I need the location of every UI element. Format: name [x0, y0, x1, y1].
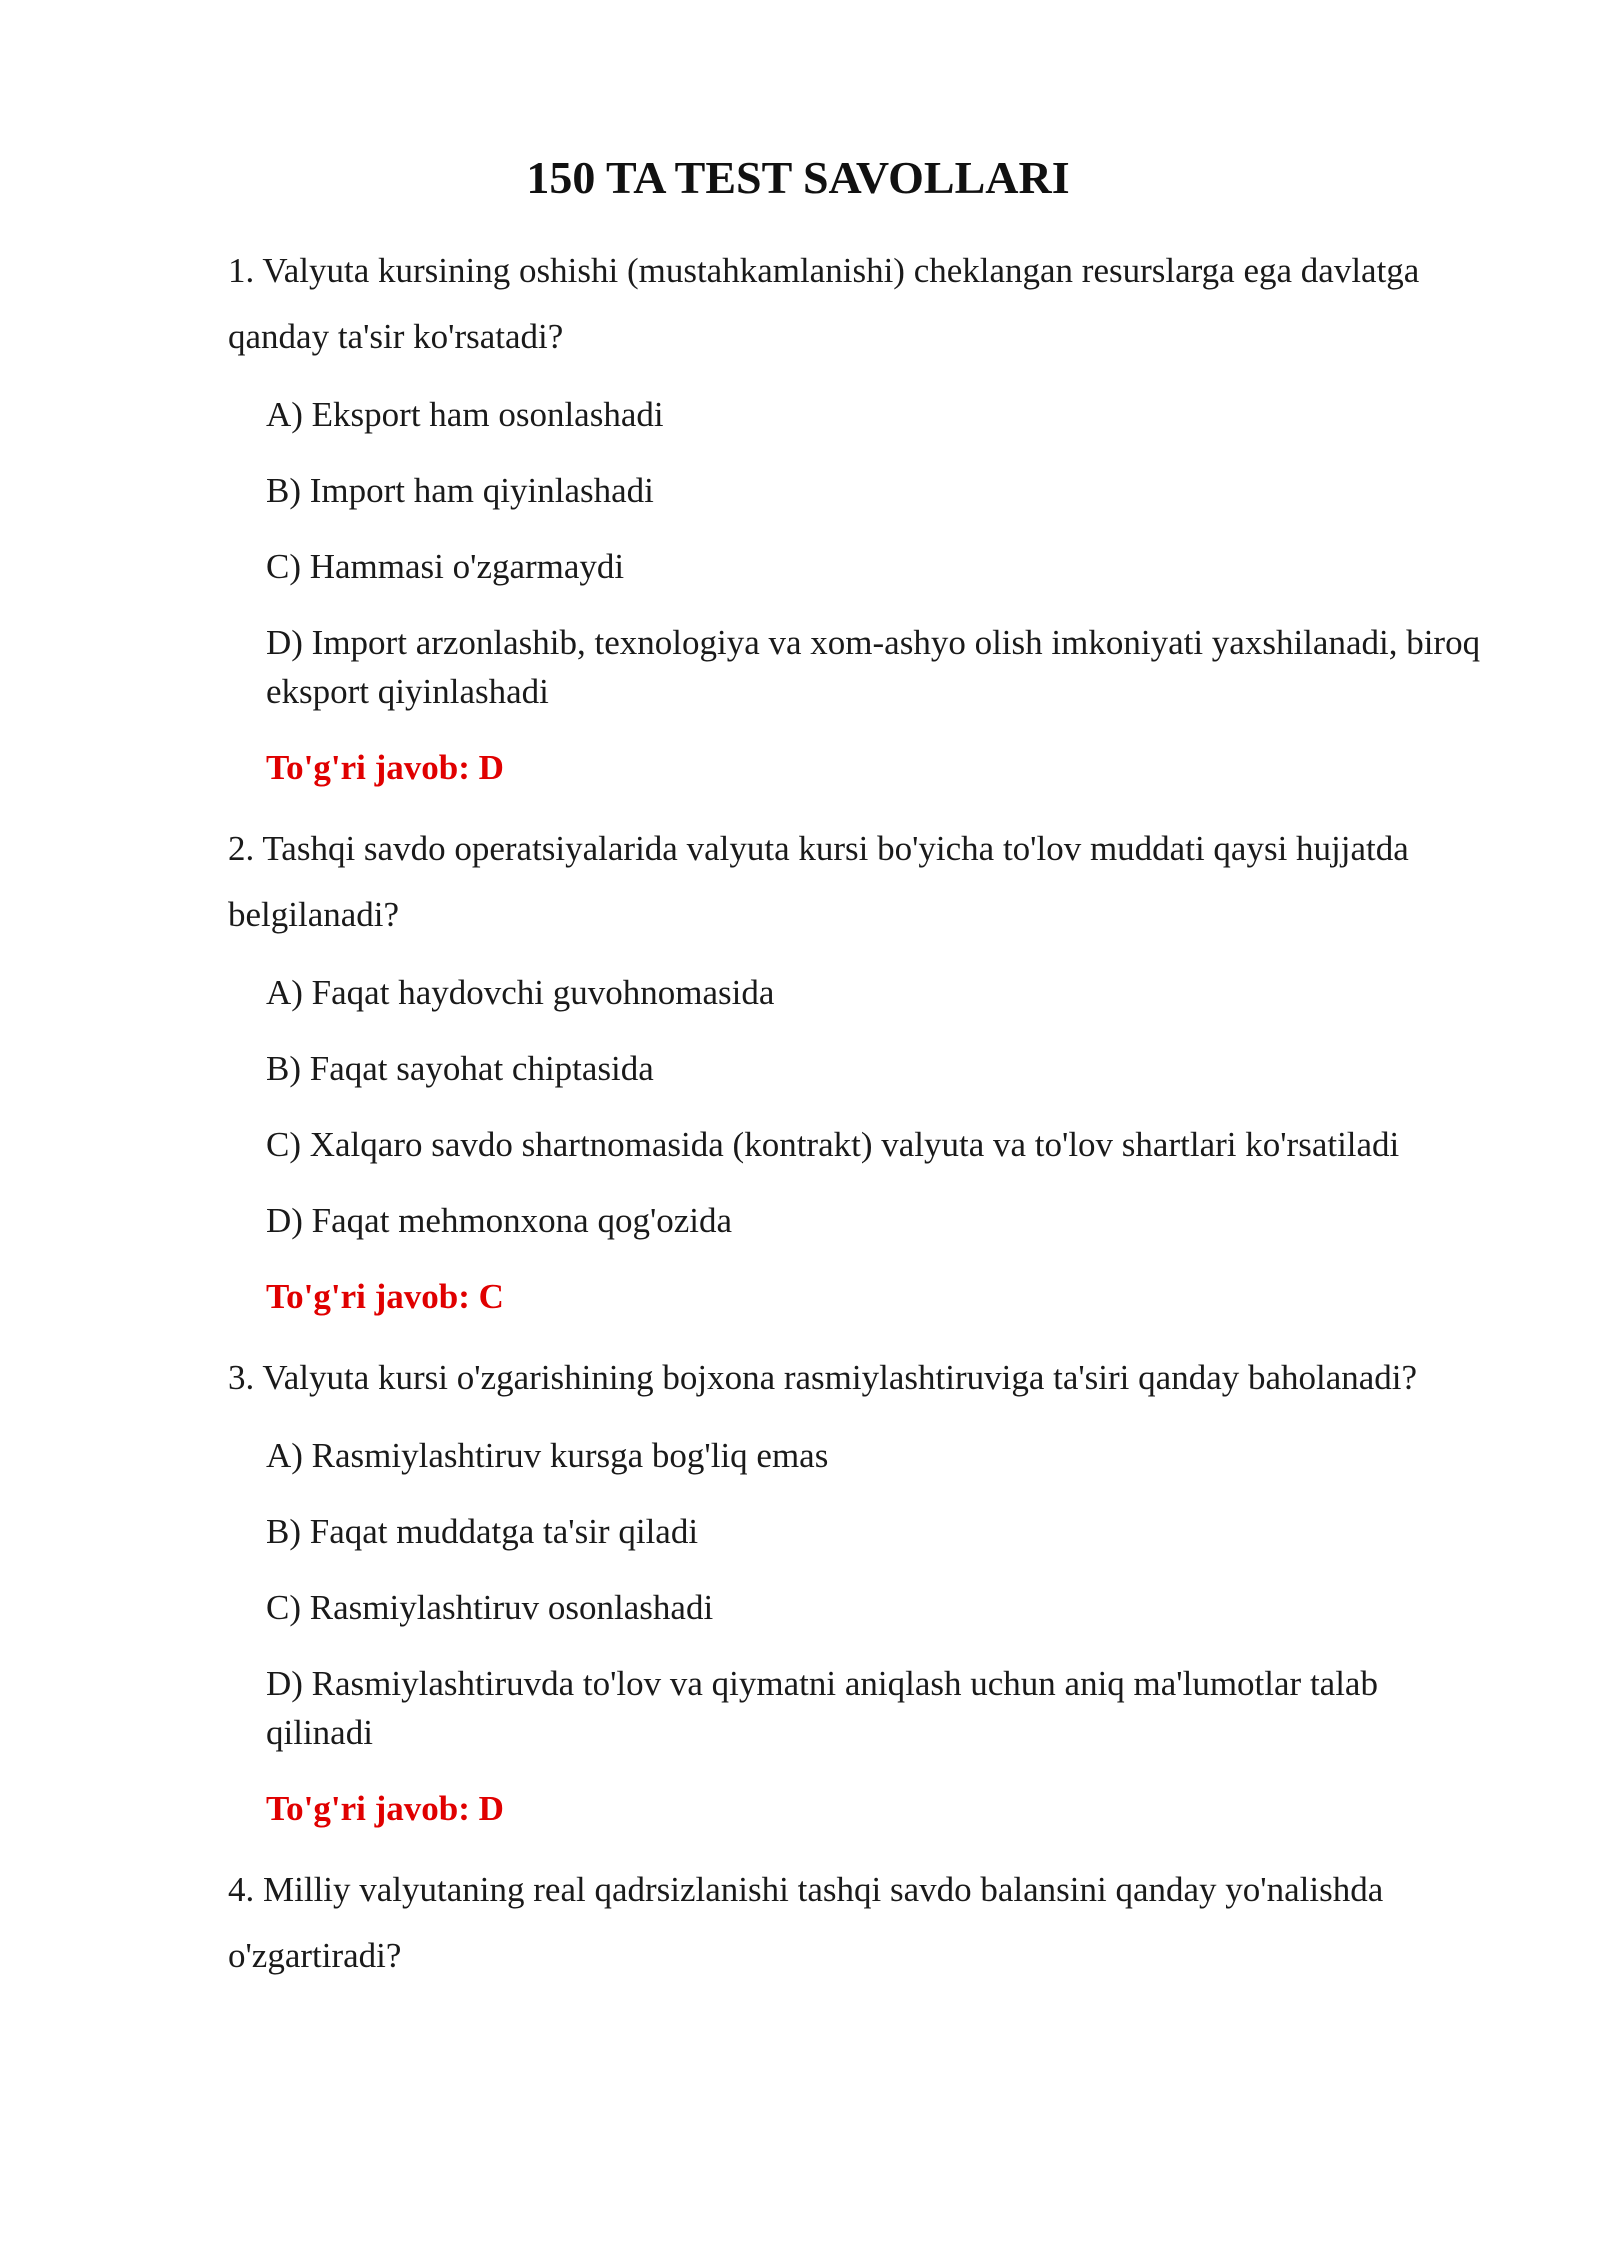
question-1 [228, 238, 1484, 792]
option-d: D) Import arzonlashib, texnologiya va xom-ashyo olish imkoniyati yaxshilanadi, biroq eksport qiyinlashadi [266, 623, 1481, 711]
option-a: A) Eksport ham osonlashadi [266, 395, 664, 434]
option-b: B) Import ham qiyinlashadi [266, 471, 654, 510]
option-c: C) Hammasi o'zgarmaydi [266, 547, 625, 586]
options-list [228, 390, 1484, 716]
option-a: A) Rasmiylashtiruv kursga bog'liq emas [266, 1436, 829, 1475]
question-text: 1. Valyuta kursining oshishi (mustahkamlanishi) cheklangan resurslarga ega davlatga qanday ta'sir ko'rsatadi? [228, 251, 1420, 356]
question-4 [228, 1857, 1484, 1989]
option-b: B) Faqat muddatga ta'sir qiladi [266, 1512, 699, 1551]
options-list [228, 1431, 1484, 1757]
option-c: C) Rasmiylashtiruv osonlashadi [266, 1588, 714, 1627]
option-a: A) Faqat haydovchi guvohnomasida [266, 973, 775, 1012]
options-list [228, 968, 1484, 1245]
question-text: 4. Milliy valyutaning real qadrsizlanishi tashqi savdo balansini qanday yo'nalishda o'zgartiradi? [228, 1870, 1384, 1975]
option-c: C) Xalqaro savdo shartnomasida (kontrakt) valyuta va to'lov shartlari ko'rsatiladi [266, 1125, 1400, 1164]
question-text: 2. Tashqi savdo operatsiyalarida valyuta kursi bo'yicha to'lov muddati qaysi hujjatda belgilanadi? [228, 829, 1409, 934]
option-b: B) Faqat sayohat chiptasida [266, 1049, 654, 1088]
correct-answer: To'g'ri javob: D [266, 1789, 504, 1828]
question-2 [228, 816, 1484, 1321]
question-text: 3. Valyuta kursi o'zgarishining bojxona rasmiylashtiruviga ta'siri qanday baholanadi? [228, 1358, 1418, 1397]
document-title: 150 TA TEST SAVOLLARI [526, 152, 1070, 203]
option-d: D) Faqat mehmonxona qog'ozida [266, 1201, 733, 1240]
question-3 [228, 1345, 1484, 1833]
option-d: D) Rasmiylashtiruvda to'lov va qiymatni aniqlash uchun aniq ma'lumotlar talab qilinadi [266, 1664, 1378, 1752]
correct-answer: To'g'ri javob: C [266, 1277, 504, 1316]
correct-answer: To'g'ri javob: D [266, 748, 504, 787]
